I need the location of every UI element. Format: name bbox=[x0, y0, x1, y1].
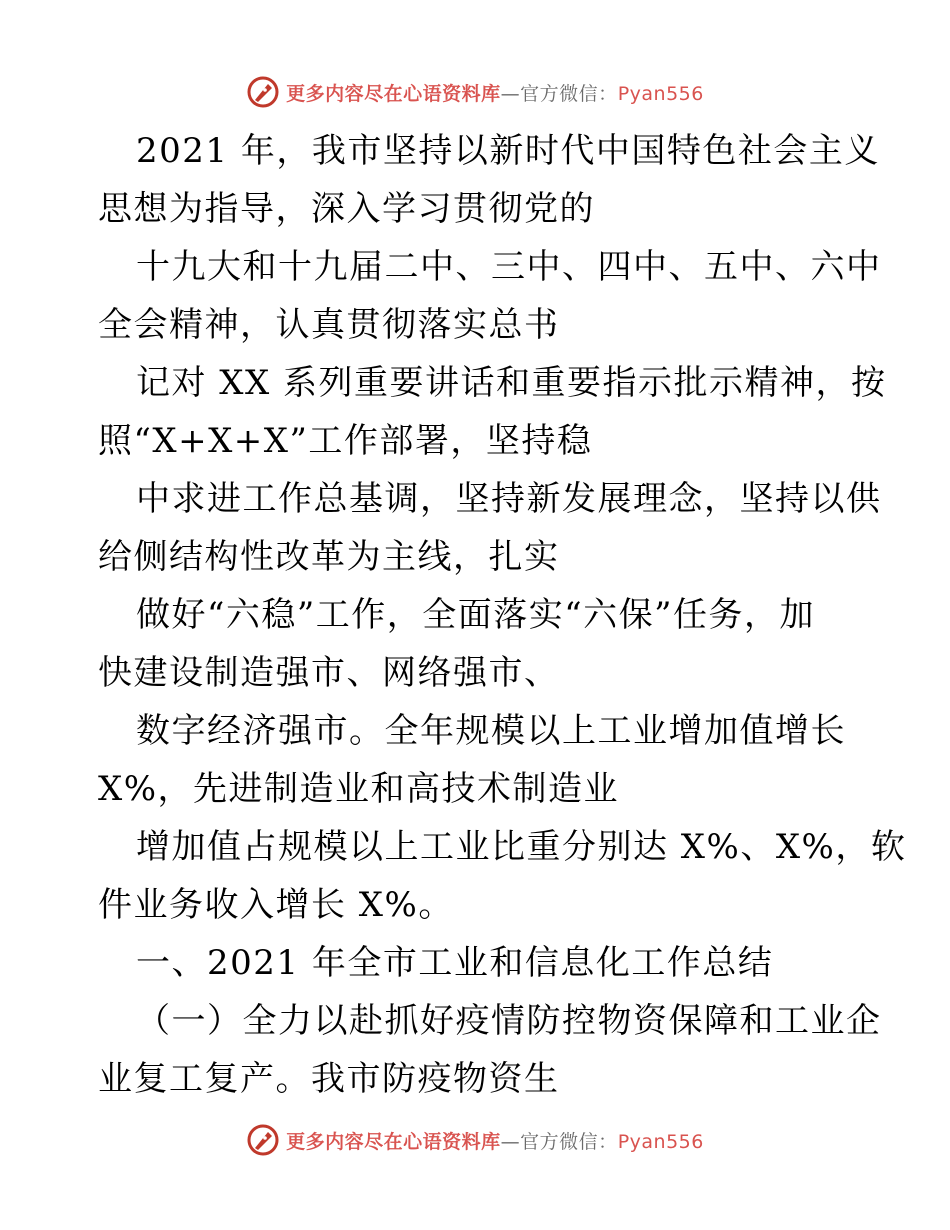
watermark-main-text: 更多内容尽在心语资料库 bbox=[286, 82, 501, 105]
watermark-separator: — bbox=[500, 1130, 521, 1153]
text-line: 照“X+X+X”工作部署，坚持稳 bbox=[98, 421, 593, 461]
watermark-official-label: 官方微信： bbox=[520, 1130, 618, 1153]
text-line: X%，先进制造业和高技术制造业 bbox=[98, 769, 620, 809]
watermark-main-text: 更多内容尽在心语资料库 bbox=[286, 1130, 501, 1153]
text-line: 记对 XX 系列重要讲话和重要指示批示精神，按 bbox=[136, 363, 887, 403]
pen-nib-logo-icon bbox=[246, 1123, 280, 1157]
text-line: 给侧结构性改革为主线，扎实 bbox=[98, 537, 560, 577]
text-line: 十九大和十九届二中、三中、四中、五中、六中 bbox=[136, 247, 882, 287]
document-body bbox=[98, 122, 907, 1108]
section-heading: 一、2021 年全市工业和信息化工作总结 bbox=[136, 943, 774, 983]
text-line: 数字经济强市。全年规模以上工业增加值增长 bbox=[136, 711, 846, 751]
watermark-wechat-id: Pyan556 bbox=[617, 1130, 704, 1153]
text-line: 增加值占规模以上工业比重分别达 X%、X%，软 bbox=[136, 827, 907, 867]
text-line: 快建设制造强市、网络强市、 bbox=[98, 653, 560, 693]
watermark-wechat-id: Pyan556 bbox=[617, 82, 704, 105]
text-line: 思想为指导，深入学习贯彻党的 bbox=[98, 189, 595, 229]
watermark-official-label: 官方微信： bbox=[520, 82, 618, 105]
watermark-text bbox=[286, 79, 704, 106]
text-line: 中求进工作总基调，坚持新发展理念，坚持以供 bbox=[136, 479, 882, 519]
text-line: 2021 年，我市坚持以新时代中国特色社会主义 bbox=[136, 131, 880, 171]
text-line: 件业务收入增长 X%。 bbox=[98, 885, 454, 925]
subsection-heading: （一）全力以赴抓好疫情防控物资保障和工业企 bbox=[136, 1001, 882, 1041]
text-line: 业复工复产。我市防疫物资生 bbox=[98, 1059, 560, 1099]
footer-watermark-banner bbox=[0, 1120, 950, 1160]
text-line: 全会精神，认真贯彻落实总书 bbox=[98, 305, 560, 345]
pen-nib-logo-icon bbox=[246, 75, 280, 109]
watermark-text bbox=[286, 1127, 704, 1154]
header-watermark-banner bbox=[0, 72, 950, 112]
watermark-separator: — bbox=[500, 82, 521, 105]
text-line: 做好“六稳”工作，全面落实“六保”任务，加 bbox=[136, 595, 816, 635]
